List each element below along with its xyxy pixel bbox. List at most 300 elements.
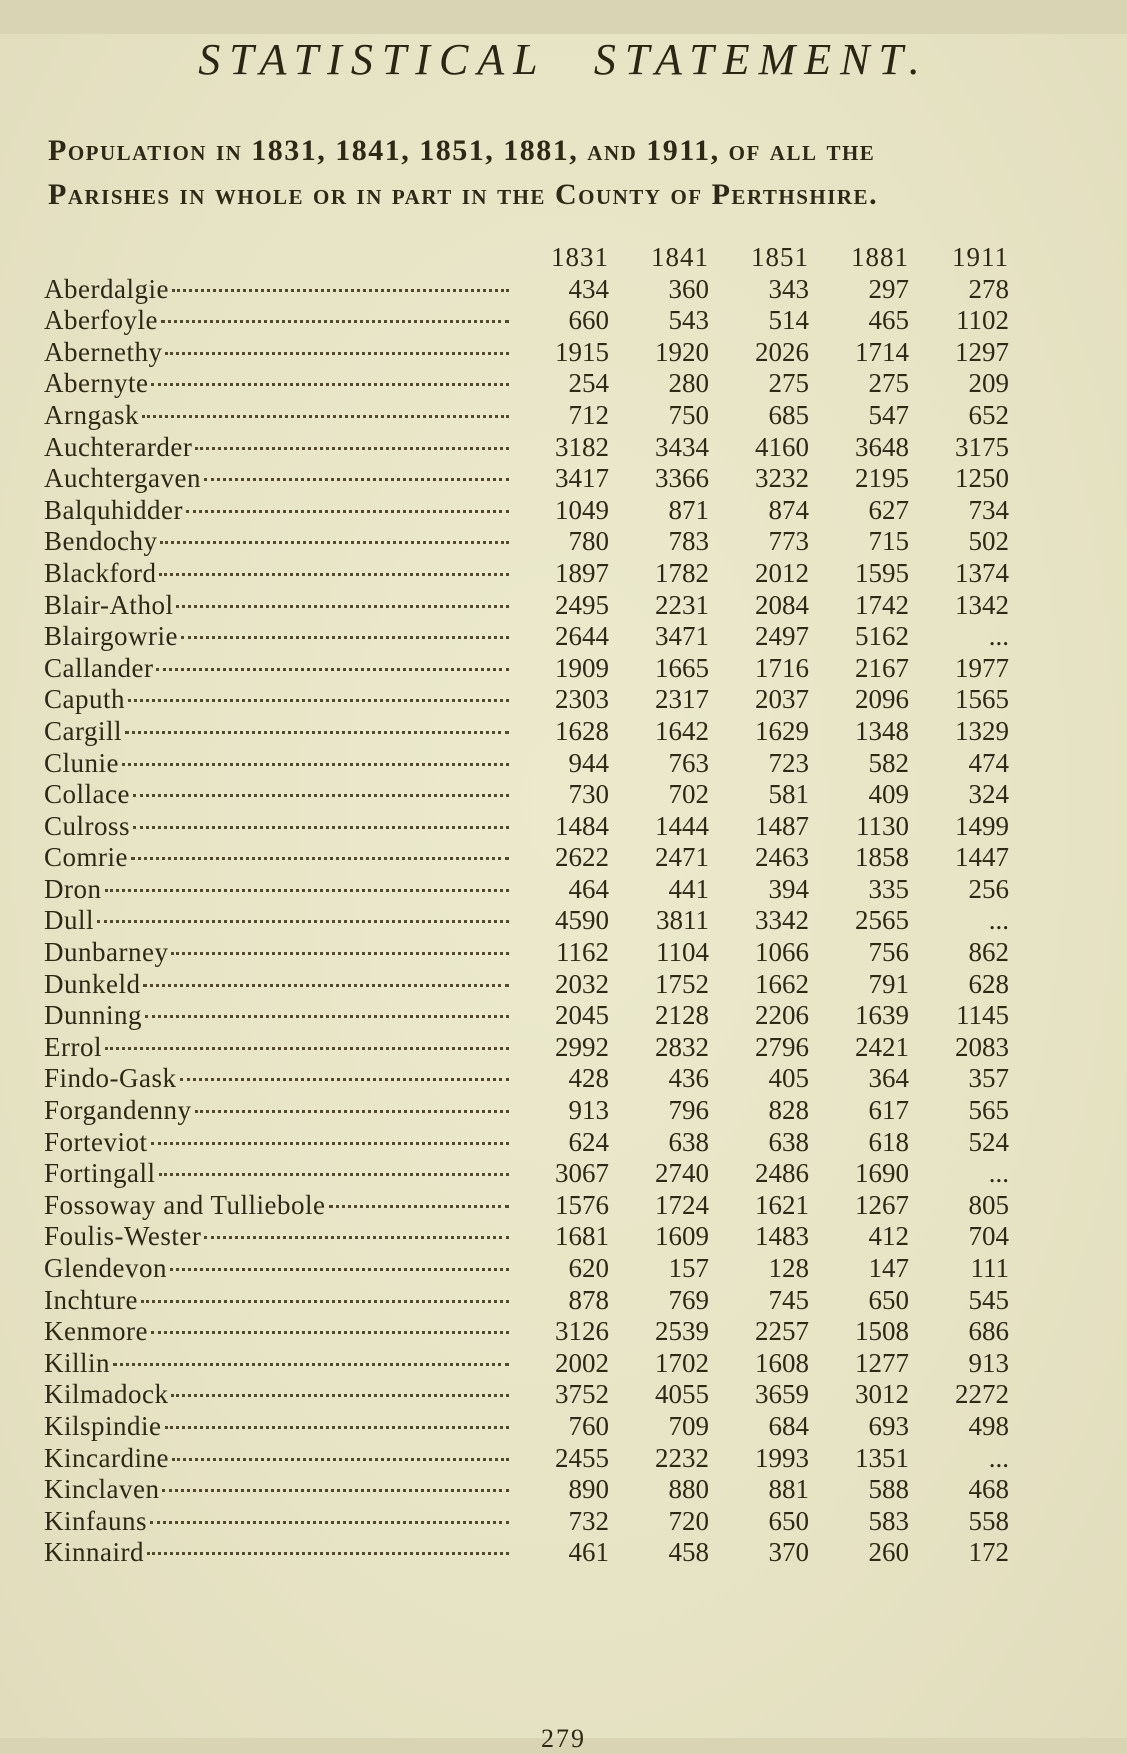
dotted-leader <box>170 1268 509 1271</box>
population-value: ... <box>988 621 1009 652</box>
population-value: 734 <box>968 494 1009 525</box>
parish-cell <box>44 811 509 843</box>
population-value: 545 <box>968 1284 1009 1315</box>
parish-name: Killin <box>44 1347 111 1378</box>
population-value: 412 <box>868 1221 909 1252</box>
population-value: 763 <box>668 747 709 778</box>
population-value: 3126 <box>555 1316 609 1347</box>
population-value: 498 <box>968 1410 1009 1441</box>
population-value: 1977 <box>955 652 1009 683</box>
dotted-leader <box>159 573 509 576</box>
population-value: 1702 <box>655 1347 709 1378</box>
population-value: 1681 <box>555 1221 609 1252</box>
population-value: 617 <box>868 1095 909 1126</box>
population-value: 278 <box>968 273 1009 304</box>
population-value: 558 <box>968 1505 1009 1536</box>
population-value: 3648 <box>855 431 909 462</box>
parish-name: Dunbarney <box>44 937 169 968</box>
population-value: 871 <box>668 494 709 525</box>
population-value: 2002 <box>555 1347 609 1378</box>
table-row <box>44 1506 1009 1538</box>
population-table <box>44 242 1009 1569</box>
population-value: 1595 <box>855 557 909 588</box>
population-value: 360 <box>668 273 709 304</box>
parish-name: Kinclaven <box>44 1474 160 1505</box>
document-page <box>0 34 1127 1753</box>
parish-cell <box>44 684 509 716</box>
population-value: 881 <box>768 1474 809 1505</box>
parish-cell <box>44 1221 509 1253</box>
parish-cell <box>44 337 509 369</box>
parish-cell <box>44 1316 509 1348</box>
population-value: 2195 <box>855 463 909 494</box>
year-column-header: 1841 <box>651 242 709 272</box>
table-row <box>44 590 1009 622</box>
population-value: 1277 <box>855 1347 909 1378</box>
population-value: 769 <box>668 1284 709 1315</box>
population-value: 275 <box>868 368 909 399</box>
table-row <box>44 653 1009 685</box>
table-header-row <box>44 242 1009 274</box>
population-value: 1145 <box>956 1000 1009 1031</box>
table-row <box>44 1285 1009 1317</box>
table-row <box>44 811 1009 843</box>
population-value: 1993 <box>755 1442 809 1473</box>
population-value: 2167 <box>855 652 909 683</box>
parish-name: Dunkeld <box>44 968 141 999</box>
dotted-leader <box>105 1047 509 1050</box>
table-row <box>44 368 1009 400</box>
table-row <box>44 1000 1009 1032</box>
parish-cell <box>44 779 509 811</box>
population-value: 364 <box>868 1063 909 1094</box>
population-value: 370 <box>768 1537 809 1568</box>
population-value: 502 <box>968 526 1009 557</box>
population-value: 732 <box>568 1505 609 1536</box>
table-row <box>44 1474 1009 1506</box>
dotted-leader <box>151 383 509 386</box>
dotted-leader <box>329 1205 509 1208</box>
table-row <box>44 1537 1009 1569</box>
table-row <box>44 1127 1009 1159</box>
parish-cell <box>44 526 509 558</box>
dotted-leader <box>180 1078 510 1081</box>
population-value: 458 <box>668 1537 709 1568</box>
population-value: 880 <box>668 1474 709 1505</box>
dotted-leader <box>133 794 509 797</box>
population-value: 256 <box>968 873 1009 904</box>
population-value: 3232 <box>755 463 809 494</box>
parish-name: Forgandenny <box>44 1095 192 1126</box>
population-value: 2232 <box>655 1442 709 1473</box>
dotted-leader <box>186 510 509 513</box>
parish-name: Caputh <box>44 684 125 715</box>
population-value: 405 <box>768 1063 809 1094</box>
population-value: 581 <box>768 779 809 810</box>
table-row <box>44 463 1009 495</box>
table-row <box>44 305 1009 337</box>
population-value: 1752 <box>655 968 709 999</box>
table-row <box>44 1221 1009 1253</box>
population-value: 1920 <box>655 336 709 367</box>
parish-cell <box>44 1474 509 1506</box>
table-row <box>44 716 1009 748</box>
population-value: 588 <box>868 1474 909 1505</box>
population-value: ... <box>988 905 1009 936</box>
parish-cell <box>44 1127 509 1159</box>
population-value: 1250 <box>955 463 1009 494</box>
population-value: 1499 <box>955 810 1009 841</box>
population-value: 474 <box>968 747 1009 778</box>
population-value: 464 <box>568 873 609 904</box>
population-value: 805 <box>968 1189 1009 1220</box>
parish-cell <box>44 1063 509 1095</box>
population-value: 157 <box>668 1253 709 1283</box>
population-value: 514 <box>768 305 809 336</box>
population-value: 4055 <box>655 1379 709 1410</box>
dotted-leader <box>122 763 509 766</box>
population-value: 280 <box>668 368 709 399</box>
population-value: 2539 <box>655 1316 709 1347</box>
parish-name: Fortingall <box>44 1158 156 1189</box>
population-value: 1508 <box>855 1316 909 1347</box>
population-value: 913 <box>968 1347 1009 1378</box>
population-value: 2832 <box>655 1031 709 1062</box>
parish-name: Inchture <box>44 1284 138 1315</box>
parish-cell <box>44 1348 509 1380</box>
dotted-leader <box>156 668 509 671</box>
parish-name: Cargill <box>44 715 123 746</box>
dotted-leader <box>195 447 509 450</box>
population-value: 147 <box>868 1253 909 1283</box>
population-value: 357 <box>968 1063 1009 1094</box>
table-row <box>44 969 1009 1001</box>
population-value: 2096 <box>855 684 909 715</box>
table-row <box>44 400 1009 432</box>
dotted-leader <box>151 1331 509 1334</box>
population-value: 1716 <box>755 652 809 683</box>
parish-cell <box>44 1190 509 1222</box>
dotted-leader <box>141 1300 509 1303</box>
parish-name: Kilspindie <box>44 1410 162 1441</box>
parish-name: Fossoway and Tulliebole <box>44 1189 326 1220</box>
population-value: 1724 <box>655 1189 709 1220</box>
parish-name: Callander <box>44 652 154 683</box>
subtitle-line-1: Population in 1831, 1841, 1851, 1881, and 1911, of all the <box>48 134 876 167</box>
table-row <box>44 1095 1009 1127</box>
parish-name: Kilmadock <box>44 1379 169 1410</box>
population-value: 1374 <box>955 557 1009 588</box>
population-value: 3811 <box>656 905 709 936</box>
dotted-leader <box>162 1489 509 1492</box>
population-value: 128 <box>768 1253 809 1283</box>
year-column-header: 1911 <box>952 242 1009 272</box>
population-value: 2421 <box>855 1031 909 1062</box>
population-value: ... <box>988 1442 1009 1473</box>
population-value: 1642 <box>655 715 709 746</box>
table-row <box>44 779 1009 811</box>
population-value: 1915 <box>555 336 609 367</box>
dotted-leader <box>160 541 509 544</box>
population-value: 1487 <box>755 810 809 841</box>
dotted-leader <box>133 826 509 829</box>
population-value: 1782 <box>655 557 709 588</box>
population-value: 4160 <box>755 431 809 462</box>
population-value: 2644 <box>555 621 609 652</box>
population-value: 2497 <box>755 621 809 652</box>
population-value: 890 <box>568 1474 609 1505</box>
population-value: 760 <box>568 1410 609 1441</box>
population-value: 2303 <box>555 684 609 715</box>
parish-cell <box>44 495 509 527</box>
dotted-leader <box>165 1426 510 1429</box>
population-value: 745 <box>768 1284 809 1315</box>
parish-cell <box>44 1537 509 1569</box>
population-value: 1342 <box>955 589 1009 620</box>
population-value: 2992 <box>555 1031 609 1062</box>
parish-name: Dunning <box>44 1000 142 1031</box>
population-value: 628 <box>968 968 1009 999</box>
dotted-leader <box>97 920 509 923</box>
population-value: 712 <box>568 399 609 430</box>
population-value: 1665 <box>655 652 709 683</box>
table-row <box>44 748 1009 780</box>
dotted-leader <box>125 731 509 734</box>
population-value: 2032 <box>555 968 609 999</box>
dotted-leader <box>204 1236 509 1239</box>
parish-cell <box>44 558 509 590</box>
parish-name: Abernethy <box>44 336 163 367</box>
parish-cell <box>44 621 509 653</box>
population-value: 343 <box>768 273 809 304</box>
parish-cell <box>44 1443 509 1475</box>
parish-name: Culross <box>44 810 131 841</box>
population-value: 720 <box>668 1505 709 1536</box>
population-value: 468 <box>968 1474 1009 1505</box>
parish-name: Blair-Athol <box>44 589 174 620</box>
table-row <box>44 432 1009 464</box>
population-value: 1447 <box>955 842 1009 873</box>
population-value: 1690 <box>855 1158 909 1189</box>
population-value: 547 <box>868 399 909 430</box>
parish-cell <box>44 1253 509 1285</box>
parish-name: Kenmore <box>44 1316 148 1347</box>
population-value: 3012 <box>855 1379 909 1410</box>
parish-name: Clunie <box>44 747 119 778</box>
year-column-header: 1881 <box>851 242 909 272</box>
population-value: 1629 <box>755 715 809 746</box>
dotted-leader <box>128 699 509 702</box>
population-value: 704 <box>968 1221 1009 1252</box>
table-row <box>44 1411 1009 1443</box>
table-row <box>44 1063 1009 1095</box>
table-row <box>44 1348 1009 1380</box>
parish-cell <box>44 1506 509 1538</box>
population-value: 2037 <box>755 684 809 715</box>
population-value: 441 <box>668 873 709 904</box>
population-value: 297 <box>868 273 909 304</box>
population-value: 543 <box>668 305 709 336</box>
population-value: 702 <box>668 779 709 810</box>
population-value: 780 <box>568 526 609 557</box>
population-value: 324 <box>968 779 1009 810</box>
table-row <box>44 905 1009 937</box>
population-value: 209 <box>968 368 1009 399</box>
population-value: 434 <box>568 273 609 304</box>
table-row <box>44 1379 1009 1411</box>
parish-name: Auchterarder <box>44 431 193 462</box>
population-value: 3434 <box>655 431 709 462</box>
population-value: ... <box>988 1158 1009 1189</box>
population-value: 465 <box>868 305 909 336</box>
population-value: 2084 <box>755 589 809 620</box>
population-value: 111 <box>970 1253 1009 1283</box>
population-value: 3175 <box>955 431 1009 462</box>
dotted-leader <box>176 605 509 608</box>
parish-cell <box>44 1095 509 1127</box>
parish-cell <box>44 274 509 306</box>
dotted-leader <box>147 1552 509 1555</box>
dotted-leader <box>105 889 510 892</box>
parish-name: Blairgowrie <box>44 621 178 652</box>
population-value: 2128 <box>655 1000 709 1031</box>
population-value: 2565 <box>855 905 909 936</box>
population-value: 913 <box>568 1095 609 1126</box>
parish-cell <box>44 305 509 337</box>
population-value: 660 <box>568 305 609 336</box>
population-value: 1066 <box>755 937 809 968</box>
population-value: 3752 <box>555 1379 609 1410</box>
parish-cell <box>44 463 509 495</box>
population-value: 1742 <box>855 589 909 620</box>
dotted-leader <box>171 952 509 955</box>
population-value: 650 <box>768 1505 809 1536</box>
population-value: 409 <box>868 779 909 810</box>
dotted-leader <box>151 1142 510 1145</box>
population-value: 2026 <box>755 336 809 367</box>
parish-name: Kincardine <box>44 1442 169 1473</box>
parish-cell <box>44 400 509 432</box>
parish-name: Collace <box>44 779 130 810</box>
population-value: 684 <box>768 1410 809 1441</box>
population-value: 1576 <box>555 1189 609 1220</box>
population-value: 944 <box>568 747 609 778</box>
parish-name: Bendochy <box>44 526 158 557</box>
population-value: 1162 <box>556 937 609 968</box>
parish-name: Abernyte <box>44 368 149 399</box>
population-value: 1565 <box>955 684 1009 715</box>
population-value: 1483 <box>755 1221 809 1252</box>
parish-cell <box>44 842 509 874</box>
population-value: 335 <box>868 873 909 904</box>
dotted-leader <box>172 289 509 292</box>
table-row <box>44 621 1009 653</box>
parish-cell <box>44 432 509 464</box>
population-value: 715 <box>868 526 909 557</box>
population-value: 260 <box>868 1537 909 1568</box>
population-value: 1639 <box>855 1000 909 1031</box>
parish-name: Findo-Gask <box>44 1063 177 1094</box>
population-value: 1858 <box>855 842 909 873</box>
population-value: 1714 <box>855 336 909 367</box>
parish-name: Dron <box>44 873 102 904</box>
population-value: 2317 <box>655 684 709 715</box>
table-row <box>44 526 1009 558</box>
population-value: 428 <box>568 1063 609 1094</box>
dotted-leader <box>145 1015 509 1018</box>
population-value: 3342 <box>755 905 809 936</box>
parish-name: Kinfauns <box>44 1505 147 1536</box>
parish-cell <box>44 874 509 906</box>
dotted-leader <box>113 1363 509 1366</box>
population-value: 2740 <box>655 1158 709 1189</box>
population-value: 461 <box>568 1537 609 1568</box>
population-value: 1102 <box>956 305 1009 336</box>
table-row <box>44 1190 1009 1222</box>
population-value: 565 <box>968 1095 1009 1126</box>
table-row <box>44 274 1009 306</box>
population-value: 1348 <box>855 715 909 746</box>
population-value: 394 <box>768 873 809 904</box>
parish-cell <box>44 905 509 937</box>
population-value: 638 <box>768 1126 809 1157</box>
page-number: 279 <box>541 1724 586 1753</box>
dotted-leader <box>195 1110 510 1113</box>
population-value: 583 <box>868 1505 909 1536</box>
population-value: 3471 <box>655 621 709 652</box>
parish-name: Glendevon <box>44 1253 167 1283</box>
population-value: 723 <box>768 747 809 778</box>
table-row <box>44 1316 1009 1348</box>
dotted-leader <box>165 352 509 355</box>
parish-name: Aberfoyle <box>44 305 158 336</box>
parish-name: Forteviot <box>44 1126 148 1157</box>
population-value: 3182 <box>555 431 609 462</box>
population-value: 862 <box>968 937 1009 968</box>
population-value: 1897 <box>555 557 609 588</box>
population-value: 730 <box>568 779 609 810</box>
parish-cell <box>44 1158 509 1190</box>
parish-cell <box>44 368 509 400</box>
population-value: 791 <box>868 968 909 999</box>
parish-name: Balquhidder <box>44 494 183 525</box>
population-value: 686 <box>968 1316 1009 1347</box>
dotted-leader <box>171 1394 509 1397</box>
population-value: 2471 <box>655 842 709 873</box>
table-row <box>44 874 1009 906</box>
population-value: 2257 <box>755 1316 809 1347</box>
population-value: 828 <box>768 1095 809 1126</box>
population-value: 693 <box>868 1410 909 1441</box>
parish-cell <box>44 969 509 1001</box>
population-value: 650 <box>868 1284 909 1315</box>
population-value: 756 <box>868 937 909 968</box>
dotted-leader <box>143 984 509 987</box>
population-value: 1608 <box>755 1347 809 1378</box>
population-value: 1130 <box>856 810 909 841</box>
population-value: 3067 <box>555 1158 609 1189</box>
parish-name: Blackford <box>44 557 157 588</box>
parish-cell <box>44 1032 509 1064</box>
dotted-leader <box>150 1521 509 1524</box>
population-value: 3659 <box>755 1379 809 1410</box>
table-row <box>44 684 1009 716</box>
population-value: 2455 <box>555 1442 609 1473</box>
parish-name: Kinnaird <box>44 1537 144 1568</box>
population-value: 2796 <box>755 1031 809 1062</box>
population-value: 1351 <box>855 1442 909 1473</box>
parish-cell <box>44 1379 509 1411</box>
